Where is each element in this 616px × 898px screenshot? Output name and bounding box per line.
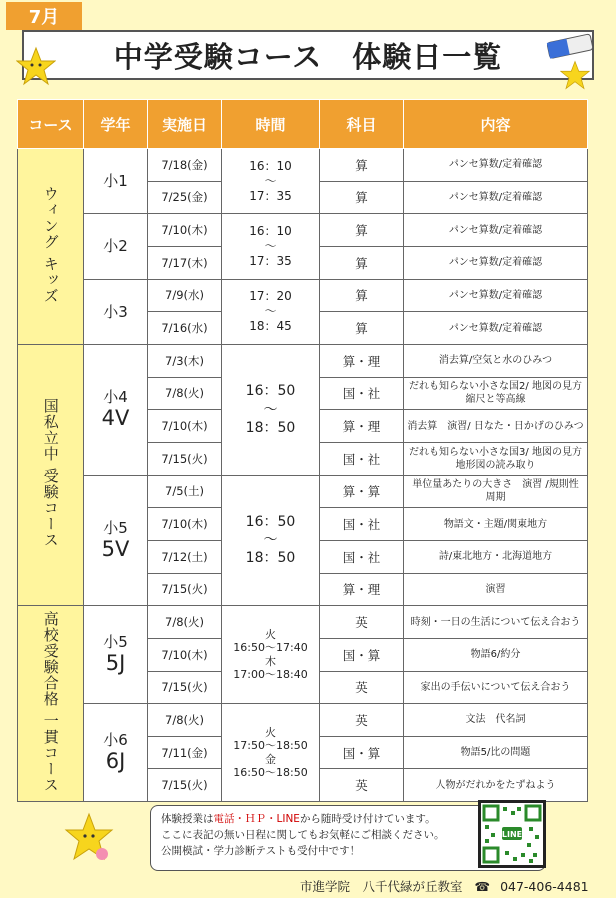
content-cell: パンセ算数/定着確認 bbox=[404, 181, 588, 214]
grade-cell: 小3 bbox=[84, 279, 148, 344]
header-subject: 科目 bbox=[320, 100, 404, 149]
line-qr-code[interactable] bbox=[478, 800, 546, 868]
date-cell: 7/25(金) bbox=[148, 181, 222, 214]
date-cell: 7/10(木) bbox=[148, 638, 222, 671]
header-content: 内容 bbox=[404, 100, 588, 149]
content-cell: だれも知らない小さな国2/ 地図の見方 縮尺と等高線 bbox=[404, 377, 588, 410]
schedule-table bbox=[17, 99, 592, 802]
page-title: 中学受験コース 体験日一覧 bbox=[22, 30, 594, 80]
subject-cell: 国・社 bbox=[320, 540, 404, 573]
content-cell: 人物がだれかをたずねよう bbox=[404, 769, 588, 802]
date-cell: 7/5(土) bbox=[148, 475, 222, 508]
subject-cell: 算 bbox=[320, 312, 404, 345]
time-cell: 16：50 〜 18：50 bbox=[222, 475, 320, 606]
subject-cell: 算 bbox=[320, 149, 404, 182]
subject-cell: 算・理 bbox=[320, 573, 404, 606]
grade-cell: 小1 bbox=[84, 149, 148, 214]
table-row bbox=[18, 214, 588, 247]
subject-cell: 英 bbox=[320, 671, 404, 704]
table-row bbox=[18, 344, 588, 377]
course-public-private: 国私立中 受験コース bbox=[18, 344, 84, 605]
header-course: コース bbox=[18, 100, 84, 149]
grade-cell: 小2 bbox=[84, 214, 148, 279]
time-cell: 火 16:50〜17:40 木 17:00〜18:40 bbox=[222, 606, 320, 704]
subject-cell: 国・社 bbox=[320, 377, 404, 410]
content-cell: パンセ算数/定着確認 bbox=[404, 214, 588, 247]
grade-cell: 小6 6J bbox=[84, 704, 148, 802]
star-mascot-icon bbox=[64, 812, 114, 864]
course-wing-kids: ウィング キッズ bbox=[18, 149, 84, 345]
subject-cell: 算・理 bbox=[320, 344, 404, 377]
date-cell: 7/8(火) bbox=[148, 377, 222, 410]
content-cell: だれも知らない小さな国3/ 地図の見方 地形図の読み取り bbox=[404, 442, 588, 475]
subject-cell: 英 bbox=[320, 606, 404, 639]
table-row bbox=[18, 475, 588, 508]
date-cell: 7/15(火) bbox=[148, 573, 222, 606]
table-row bbox=[18, 149, 588, 182]
header-date: 実施日 bbox=[148, 100, 222, 149]
time-cell: 火 17:50〜18:50 金 16:50〜18:50 bbox=[222, 704, 320, 802]
content-cell: 時刻・一日の生活について伝え合おう bbox=[404, 606, 588, 639]
date-cell: 7/11(金) bbox=[148, 736, 222, 769]
subject-cell: 国・算 bbox=[320, 638, 404, 671]
grade-cell: 小5 5V bbox=[84, 475, 148, 606]
phone-number[interactable]: 047-406-4481 bbox=[500, 879, 589, 894]
eraser-icon bbox=[544, 32, 598, 62]
date-cell: 7/10(木) bbox=[148, 214, 222, 247]
subject-cell: 英 bbox=[320, 769, 404, 802]
subject-cell: 国・算 bbox=[320, 736, 404, 769]
subject-cell: 算 bbox=[320, 246, 404, 279]
subject-cell: 算・算 bbox=[320, 475, 404, 508]
header-time: 時間 bbox=[222, 100, 320, 149]
subject-cell: 算 bbox=[320, 181, 404, 214]
star-mascot-icon bbox=[16, 46, 56, 86]
subject-cell: 国・社 bbox=[320, 508, 404, 541]
subject-cell: 英 bbox=[320, 704, 404, 737]
subject-cell: 算 bbox=[320, 279, 404, 312]
star-mascot-icon bbox=[560, 60, 590, 90]
date-cell: 7/12(土) bbox=[148, 540, 222, 573]
subject-cell: 算・理 bbox=[320, 410, 404, 443]
course-integrated: 高校受験合格 一貫コース bbox=[18, 606, 84, 802]
school-info bbox=[300, 877, 589, 895]
date-cell: 7/10(木) bbox=[148, 508, 222, 541]
time-cell: 16：10 〜 17：35 bbox=[222, 149, 320, 214]
content-cell: 家出の手伝いについて伝え合おう bbox=[404, 671, 588, 704]
table-row bbox=[18, 279, 588, 312]
header-grade: 学年 bbox=[84, 100, 148, 149]
subject-cell: 算 bbox=[320, 214, 404, 247]
content-cell: パンセ算数/定着確認 bbox=[404, 246, 588, 279]
content-cell: 消去算 演習/ 日なた・日かげのひみつ bbox=[404, 410, 588, 443]
date-cell: 7/8(火) bbox=[148, 606, 222, 639]
content-cell: パンセ算数/定着確認 bbox=[404, 279, 588, 312]
school-name: 市進学院 八千代緑が丘教室 bbox=[300, 879, 463, 894]
content-cell: 物語文・主題/関東地方 bbox=[404, 508, 588, 541]
content-cell: 文法 代名詞 bbox=[404, 704, 588, 737]
info-line-3: 公開模試・学力診断テストも受付中です！ bbox=[161, 844, 361, 857]
grade-cell: 小4 4V bbox=[84, 344, 148, 475]
date-cell: 7/10(木) bbox=[148, 410, 222, 443]
phone-icon: ☎ bbox=[474, 879, 491, 894]
content-cell: パンセ算数/定着確認 bbox=[404, 149, 588, 182]
content-cell: 演習 bbox=[404, 573, 588, 606]
content-cell: 詩/東北地方・北海道地方 bbox=[404, 540, 588, 573]
content-cell: 物語5/比の問題 bbox=[404, 736, 588, 769]
grade-cell: 小5 5J bbox=[84, 606, 148, 704]
time-cell: 16：10 〜 17：35 bbox=[222, 214, 320, 279]
table-row bbox=[18, 704, 588, 737]
date-cell: 7/8(火) bbox=[148, 704, 222, 737]
date-cell: 7/15(火) bbox=[148, 769, 222, 802]
date-cell: 7/16(水) bbox=[148, 312, 222, 345]
date-cell: 7/3(木) bbox=[148, 344, 222, 377]
content-cell: 単位量あたりの大きさ 演習 /規則性 周期 bbox=[404, 475, 588, 508]
info-line-2: ここに表記の無い日程に関してもお気軽にご相談ください。 bbox=[161, 828, 445, 841]
date-cell: 7/17(木) bbox=[148, 246, 222, 279]
time-cell: 17：20 〜 18：45 bbox=[222, 279, 320, 344]
date-cell: 7/18(金) bbox=[148, 149, 222, 182]
table-row bbox=[18, 606, 588, 639]
content-cell: 物語6/約分 bbox=[404, 638, 588, 671]
time-cell: 16：50 〜 18：50 bbox=[222, 344, 320, 475]
subject-cell: 国・社 bbox=[320, 442, 404, 475]
table-header bbox=[18, 100, 588, 149]
svg-text:LINE: LINE bbox=[501, 830, 523, 839]
month-tag: 7月 bbox=[6, 2, 82, 30]
date-cell: 7/15(火) bbox=[148, 442, 222, 475]
date-cell: 7/15(火) bbox=[148, 671, 222, 704]
content-cell: パンセ算数/定着確認 bbox=[404, 312, 588, 345]
date-cell: 7/9(水) bbox=[148, 279, 222, 312]
info-line-1: 体験授業は電話・ＨＰ・LINEから随時受け付けています。 bbox=[161, 813, 436, 825]
content-cell: 消去算/空気と水のひみつ bbox=[404, 344, 588, 377]
